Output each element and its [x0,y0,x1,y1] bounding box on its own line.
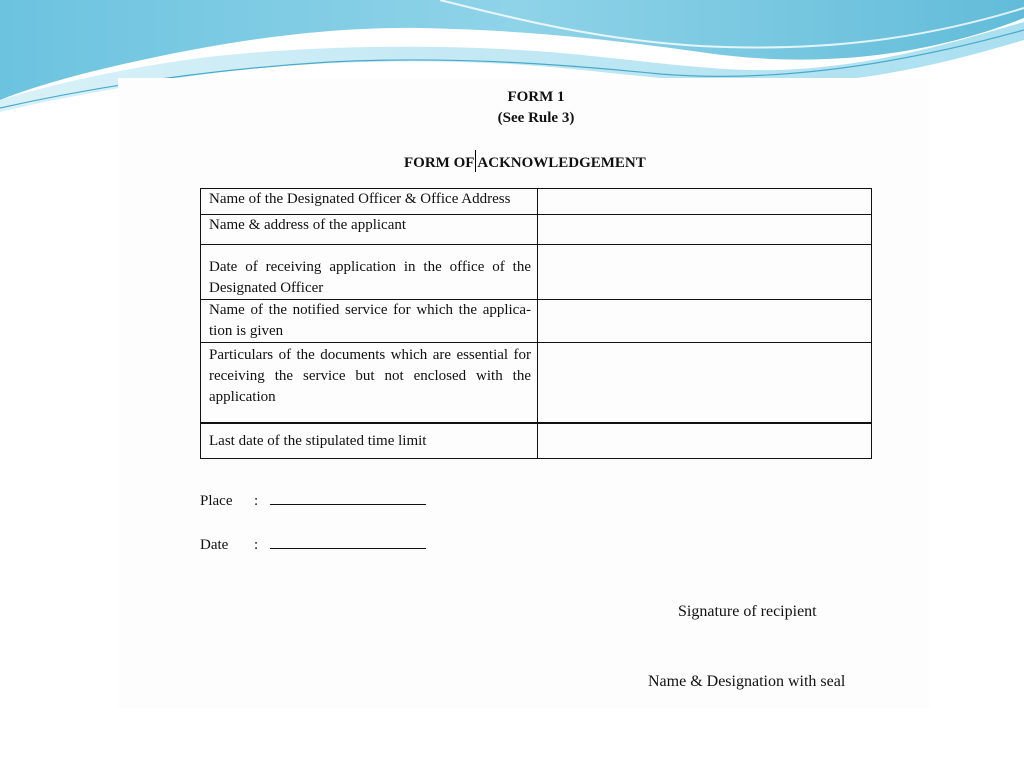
date-label: Date [200,537,229,553]
form-number: FORM 1 [507,89,565,105]
row-value-designated-officer [538,189,872,215]
row-value-time-limit [538,423,872,459]
row-label-designated-officer: Name of the Designated Officer & Office Address [201,189,538,215]
table-row [201,245,872,300]
row-label-missing-documents: Particulars of the documents which are essential for receiving the service but not enclosed with the application [201,343,538,424]
row-value-notified-service [538,300,872,343]
row-label-time-limit: Last date of the stipulated time limit [201,423,538,459]
date-separator: : [254,537,259,553]
row-label-notified-service: Name of the notified service for which the applica-tion is given [201,300,538,343]
form-rule-reference: (See Rule 3) [497,110,575,126]
table-row [201,215,872,245]
table-row [201,300,872,343]
row-label-date-received: Date of receiving application in the office of the Designated Officer [201,245,538,300]
signature-of-recipient: Signature of recipient [678,603,817,620]
row-value-missing-documents [538,343,872,424]
form-heading-part2: ACKNOWLEDGEMENT [477,155,646,171]
place-separator: : [254,493,259,509]
row-value-date-received [538,245,872,300]
place-field [200,490,426,511]
place-label: Place [200,493,233,509]
form-heading [404,150,646,173]
date-field [200,534,426,555]
table-row [201,189,872,215]
row-label-applicant: Name & address of the applicant [201,215,538,245]
table-row [201,423,872,459]
form-heading-part1: FORM OF [404,155,475,171]
row-value-applicant [538,215,872,245]
name-designation-seal: Name & Designation with seal [648,673,846,690]
date-blank-line [270,534,426,549]
table-row [201,343,872,424]
place-blank-line [270,490,426,505]
acknowledgement-table [200,188,872,459]
